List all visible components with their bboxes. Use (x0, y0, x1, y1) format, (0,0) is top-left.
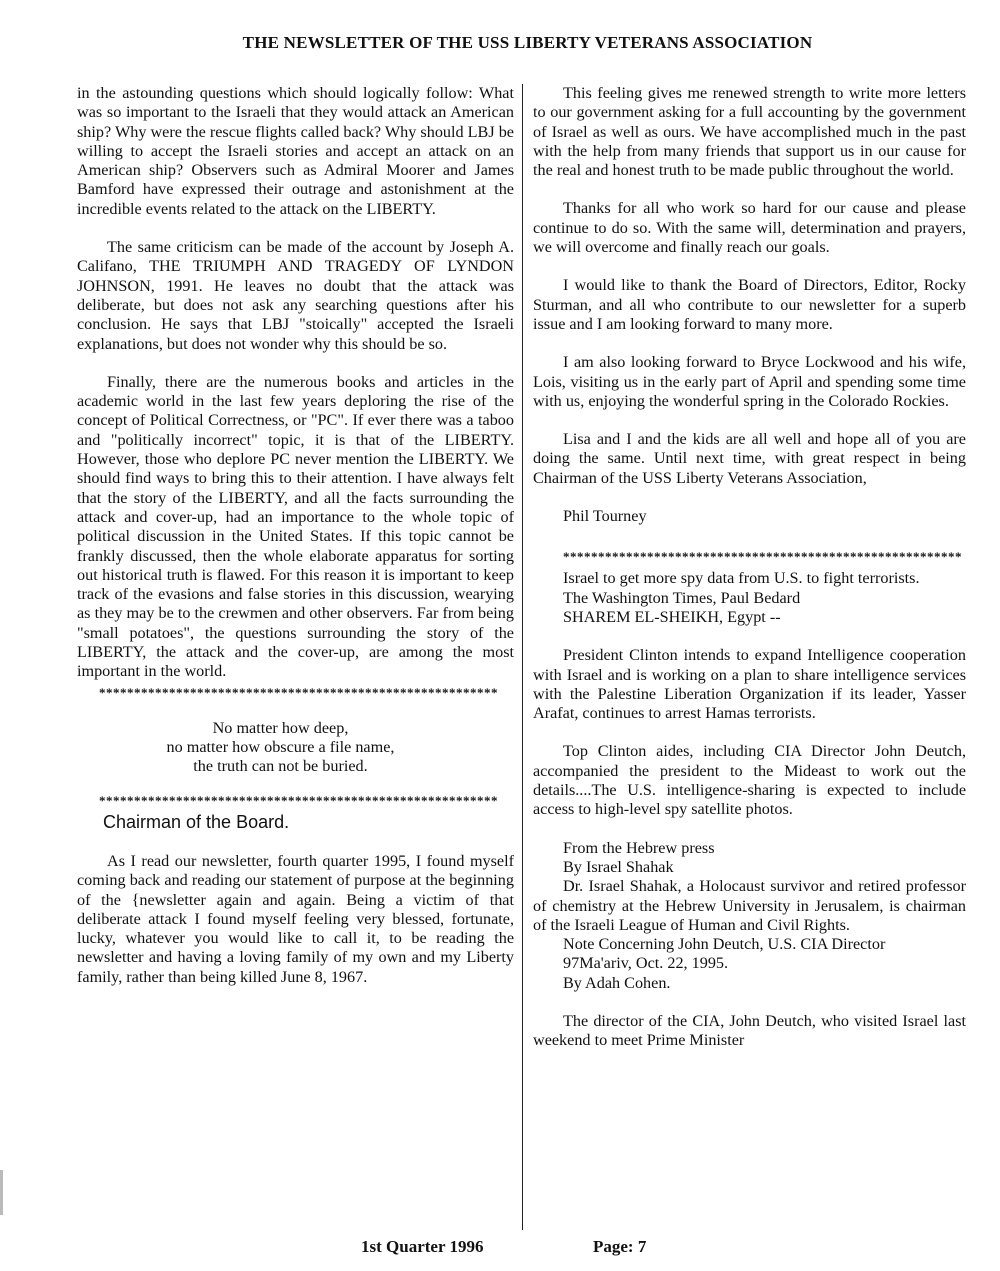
star-divider: ********************************************************* (563, 549, 962, 565)
poem-line: No matter how deep, (212, 718, 349, 737)
byline: The Washington Times, Paul Bedard (563, 588, 801, 607)
article-paragraph: President Clinton intends to expand Intelligence cooperation with Israel and is working on a plan to share intelligence services with the Palestine Liberation Organization if its leader, Yasser Arafat, continues to arrest Hamas terrorists. (533, 646, 966, 723)
scan-edge-mark (0, 1170, 3, 1215)
source-line: By Adah Cohen. (563, 973, 671, 992)
poem (77, 719, 514, 776)
news-title: Israel to get more spy data from U.S. to fight terrorists. (563, 569, 920, 588)
article-paragraph: I would like to thank the Board of Directors, Editor, Rocky Sturman, and all who contribute to our newsletter for a superb issue and I am looking forward to many more. (533, 276, 966, 333)
poem-line: no matter how obscure a file name, (166, 737, 395, 756)
issue-label: 1st Quarter 1996 (361, 1237, 484, 1256)
source-line: Note Concerning John Deutch, U.S. CIA Director (563, 935, 886, 954)
source-line: By Israel Shahak (563, 857, 674, 876)
poem-line: the truth can not be buried. (193, 756, 368, 775)
section-title: Chairman of the Board. (103, 811, 290, 832)
newsletter-header: THE NEWSLETTER OF THE USS LIBERTY VETERANS ASSOCIATION (242, 33, 813, 52)
star-divider: ********************************************************* (99, 792, 498, 808)
article-paragraph: The same criticism can be made of the account by Joseph A. Califano, THE TRIUMPH AND TRAGEDY OF LYNDON JOHNSON, 1991. He leaves no doubt that the attack was deliberate, but does not ask any searching questions after his conclusion. He says that LBJ "stoically" accepted the Israeli explanations, but does not wonder why this should be so. (77, 238, 514, 353)
article-paragraph: I am also looking forward to Bryce Lockwood and his wife, Lois, visiting us in the early part of April and spending some time with us, enjoying the wonderful spring in the Colorado Rockies. (533, 353, 966, 410)
signature: Phil Tourney (563, 507, 647, 526)
column-divider (522, 84, 523, 1230)
article-paragraph: Top Clinton aides, including CIA Director John Deutch, accompanied the president to the Mideast to work out the details....The U.S. intelligence-sharing is expected to include access to high-level spy satellite photos. (533, 742, 966, 819)
article-paragraph: Lisa and I and the kids are all well and hope all of you are doing the same. Until next time, with great respect in being Chairman of the USS Liberty Veterans Association, (533, 430, 966, 487)
article-paragraph: The director of the CIA, John Deutch, who visited Israel last weekend to meet Prime Minister (533, 1011, 966, 1050)
source-line: From the Hebrew press (563, 838, 715, 857)
left-column (77, 84, 514, 1006)
star-divider: ********************************************************* (99, 684, 498, 700)
article-paragraph: This feeling gives me renewed strength to write more letters to our government asking for a full accounting by the government of Israel as well as ours. We have accomplished much in the past with the help from many friends that support us in our cause for the real and honest truth to be made public throughout the world. (533, 84, 966, 180)
article-paragraph: in the astounding questions which should logically follow: What was so important to the Israeli that they would attack an American ship? Why were the rescue flights called back? Why should LBJ be willing to accept the Israeli stories and accept an attack on an American ship? Observers such as Admiral Moorer and James Bamford have expressed their outrage and astonishment at the incredible events related to the attack on the LIBERTY. (77, 84, 514, 218)
article-paragraph: Thanks for all who work so hard for our cause and please continue to do so. With the same will, determination and prayers, we will overcome and finally reach our goals. (533, 199, 966, 257)
page-number: Page: 7 (593, 1237, 647, 1256)
article-paragraph: Finally, there are the numerous books and articles in the academic world in the last few years deploring the rise of the concept of Political Correctness, or "PC". If ever there was a taboo and "politically incorrect" topic, it is that of the LIBERTY. However, those who deplore PC never mention the LIBERTY. We should find ways to bring this to their attention. I have always felt that the story of the LIBERTY, and all the facts surrounding the attack and cover-up, had an importance to the whole topic of political discussion in the United States. If this topic cannot be frankly discussed, then the whole elaborate apparatus for sorting out historical truth is flawed. For this reason it is important to keep track of the evasions and false stories in this discussion, wearying as they may be to the crewmen and other observers. Far from being "small potatoes", the questions surrounding the story of the LIBERTY, the attack and the cover-up, are among the most important in the world. (77, 372, 514, 681)
source-line: 97Ma'ariv, Oct. 22, 1995. (563, 954, 729, 973)
right-column (533, 84, 966, 1070)
article-paragraph: As I read our newsletter, fourth quarter 1995, I found myself coming back and reading our statement of purpose at the beginning of the {newsletter again and again. Being a victim of that deliberate attack I found myself feeling very blessed, fortunate, lucky, whatever you would like to call it, to be reading the newsletter and having a loving family of my own and my Liberty family, rather than being killed June 8, 1967. (77, 851, 514, 986)
dateline: SHAREM EL-SHEIKH, Egypt -- (563, 607, 781, 626)
article-paragraph: Dr. Israel Shahak, a Holocaust survivor and retired professor of chemistry at the Hebrew University in Jerusalem, is chairman of the Israeli League of Human and Civil Rights. (533, 877, 966, 934)
